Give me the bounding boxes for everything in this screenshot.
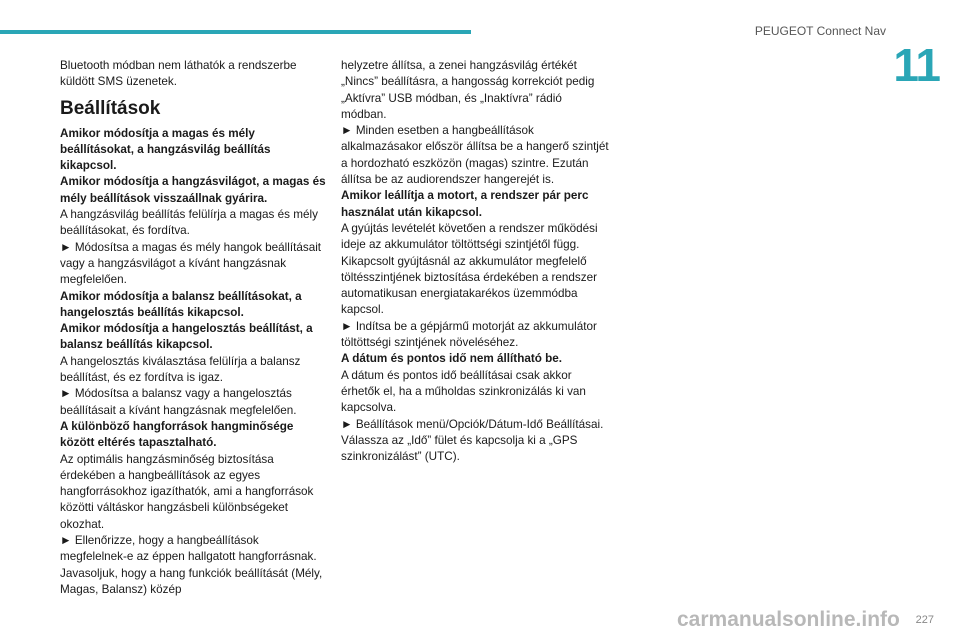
paragraph: Amikor módosítja a magas és mély beállításokat, a hangzásvilág beállítás kikapcsol.: [60, 126, 271, 173]
paragraph: ► Indítsa be a gépjármű motorját az akkumulátor töltöttségi szintjének növeléséhez.: [341, 319, 597, 350]
chapter-number: 11: [893, 39, 940, 91]
paragraph: helyzetre állítsa, a zenei hangzásvilág értékét „Nincs” beállításra, a hangosság korrekciót pedig „Aktívra” USB módban, és „Inaktívra” rádió módban.: [341, 59, 595, 121]
paragraph: Kikapcsolt gyújtásnál az akkumulátor megfelelő töltésszintjének biztosítása érdekében a rendszer automatikusan energiatakarékos üzemmódba kapcsol.: [341, 254, 597, 317]
paragraph: A különböző hangforrások hangminősége között eltérés tapasztalható.: [60, 419, 294, 450]
right-column: [341, 58, 609, 465]
header-title: PEUGEOT Connect Nav: [754, 24, 886, 38]
paragraph: Az optimális hangzásminőség biztosítása érdekében a hangbeállítások az egyes hangforrásokhoz igazíthatók, ami a hangforrások közötti váltáskor hangzásbeli különbségeket okozhat.: [60, 452, 314, 531]
header-accent-bar: [0, 30, 471, 34]
paragraph: ► Minden esetben a hangbeállítások alkalmazásakor először állítsa be a hangerő szintjét a hordozható eszközön (magas) szintre. Ezután állítsa be az audiorendszer hangerejét is.: [341, 124, 609, 187]
paragraph: Amikor módosítja a balansz beállításokat, a hangelosztás beállítás kikapcsol.: [60, 289, 302, 319]
paragraph: ► Módosítsa a magas és mély hangok beállításait vagy a hangzásvilágot a kívánt hangzásnak megfelelően.: [60, 240, 322, 287]
page-number: 227: [915, 614, 934, 626]
left-column: [60, 58, 328, 598]
paragraph: Amikor módosítja a hangelosztás beállítást, a balansz beállítás kikapcsol.: [60, 322, 313, 352]
paragraph: A hangzásvilág beállítás felülírja a magas és mély beállításokat, és fordítva.: [60, 208, 318, 238]
paragraph: A hangelosztás kiválasztása felülírja a balansz beállítást, és ez fordítva is igaz.: [60, 354, 301, 385]
watermark-text: carmanualsonline.info: [677, 608, 900, 631]
paragraph: Amikor módosítja a hangzásvilágot, a magas és mély beállítások visszaállnak gyárira.: [60, 175, 326, 205]
section-heading: Beállítások: [60, 97, 161, 119]
paragraph: ► Beállítások menü/Opciók/Dátum-Idő Beállításai. Válassza az „Idő” fület és kapcsolja ki a „GPS szinkronizálást” (UTC).: [341, 417, 604, 464]
right-paragraphs: [341, 58, 609, 465]
paragraph: A dátum és pontos idő nem állítható be.: [341, 352, 562, 366]
left-paragraphs: [60, 126, 328, 599]
paragraph: Amikor leállítja a motort, a rendszer pár perc használat után kikapcsol.: [341, 189, 589, 219]
paragraph: A gyújtás levételét követően a rendszer működési ideje az akkumulátor töltöttségi szintjétől függ.: [341, 221, 598, 252]
intro-text: Bluetooth módban nem láthatók a rendszerbe küldött SMS üzenetek.: [60, 59, 297, 89]
paragraph: A dátum és pontos idő beállításai csak akkor érhetők el, ha a műholdas szinkronizálás ki van kapcsolva.: [341, 368, 586, 415]
paragraph: ► Ellenőrizze, hogy a hangbeállítások megfelelnek-e az éppen hallgatott hangforrásnak. Javasoljuk, hogy a hang funkciók beállítását (Mély, Magas, Balansz) közép: [60, 534, 323, 596]
paragraph: ► Módosítsa a balansz vagy a hangelosztás beállításait a kívánt hangzásnak megfelelően.: [60, 387, 297, 417]
